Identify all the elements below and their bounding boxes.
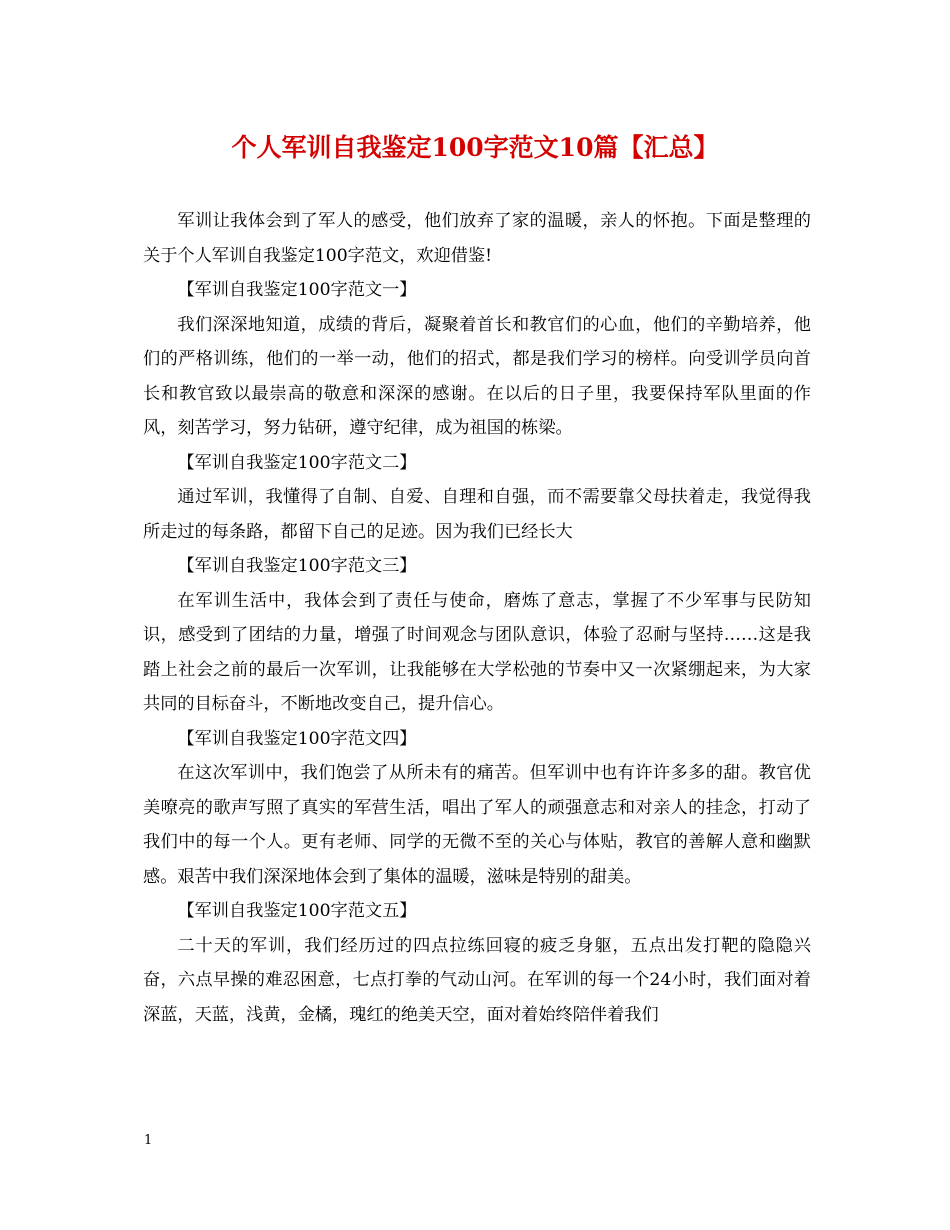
document-body [143, 204, 811, 1032]
section-heading-2: 【军训自我鉴定100字范文二】 [177, 452, 417, 473]
section-paragraph-5: 二十天的军训，我们经历过的四点拉练回寝的疲乏身躯，五点出发打靶的隐隐兴奋，六点早操的难忍困意，七点打拳的气动山河。在军训的每一个24小时，我们面对着深蓝，天蓝，浅黄，金橘，瑰红的绝美天空，面对着始终陪伴着我们 [143, 935, 811, 1025]
document-title: 个人军训自我鉴定100字范文10篇【汇总】 [231, 133, 719, 162]
page-number: 1 [144, 1133, 153, 1148]
section-heading-4: 【军训自我鉴定100字范文四】 [177, 728, 417, 749]
section-heading-1: 【军训自我鉴定100字范文一】 [177, 280, 417, 300]
section-heading-3: 【军训自我鉴定100字范文三】 [177, 556, 417, 576]
section-paragraph-2: 通过军训，我懂得了自制、自爱、自理和自强，而不需要靠父母扶着走，我觉得我所走过的每条路，都留下自己的足迹。因为我们已经长大 [143, 487, 811, 542]
section-paragraph-4: 在这次军训中，我们饱尝了从所未有的痛苦。但军训中也有许许多多的甜。教官优美嘹亮的歌声写照了真实的军营生活，唱出了军人的顽强意志和对亲人的挂念，打动了我们中的每一个人。更有老师、同学的无微不至的关心与体贴，教官的善解人意和幽默感。艰苦中我们深深地体会到了集体的温暖，滋味是特别的甜美。 [143, 763, 811, 887]
intro-paragraph: 军训让我体会到了军人的感受，他们放弃了家的温暖，亲人的怀抱。下面是整理的关于个人军训自我鉴定100字范文，欢迎借鉴! [143, 211, 811, 266]
section-heading-5: 【军训自我鉴定100字范文五】 [177, 901, 417, 921]
section-paragraph-3: 在军训生活中，我体会到了责任与使命，磨炼了意志，掌握了不少军事与民防知识，感受到了团结的力量，增强了时间观念与团队意识，体验了忍耐与坚持……这是我踏上社会之前的最后一次军训，让我能够在大学松弛的节奏中又一次紧绷起来，为大家共同的目标奋斗，不断地改变自己，提升信心。 [143, 590, 811, 714]
section-paragraph-1: 我们深深地知道，成绩的背后，凝聚着首长和教官们的心血，他们的辛勤培养，他们的严格训练，他们的一举一动，他们的招式，都是我们学习的榜样。向受训学员向首长和教官致以最崇高的敬意和深深的感谢。在以后的日子里，我要保持军队里面的作风，刻苦学习，努力钻研，遵守纪律，成为祖国的栋梁。 [143, 314, 811, 438]
